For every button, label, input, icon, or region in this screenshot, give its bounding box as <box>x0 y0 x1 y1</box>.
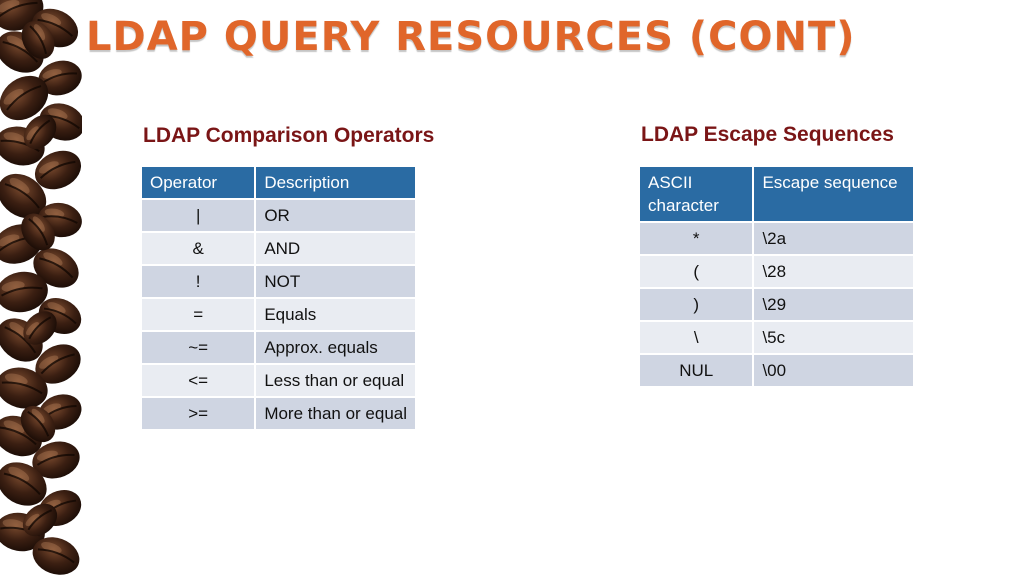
comparison-operators-heading: LDAP Comparison Operators <box>143 124 435 147</box>
table-row <box>141 232 416 265</box>
operator-cell: = <box>141 298 255 331</box>
escape-sequence-cell: \5c <box>753 321 914 354</box>
description-cell: AND <box>255 232 416 265</box>
ascii-character-cell: ( <box>639 255 753 288</box>
escape-sequence-cell: \29 <box>753 288 914 321</box>
table-row <box>639 288 914 321</box>
escape-sequence-cell: \28 <box>753 255 914 288</box>
operator-cell: ~= <box>141 331 255 364</box>
comparison-operators-table <box>140 165 417 431</box>
description-cell: Equals <box>255 298 416 331</box>
table-row <box>639 354 914 387</box>
coffee-beans-border <box>0 0 82 576</box>
operator-cell: >= <box>141 397 255 430</box>
table-row <box>141 331 416 364</box>
description-cell: More than or equal <box>255 397 416 430</box>
table-row <box>639 222 914 255</box>
escape-sequences-heading: LDAP Escape Sequences <box>641 123 894 146</box>
description-cell: Less than or equal <box>255 364 416 397</box>
table-row <box>141 397 416 430</box>
table-row <box>639 255 914 288</box>
ascii-character-cell: ) <box>639 288 753 321</box>
column-header-description: Description <box>255 166 416 199</box>
table-row <box>141 364 416 397</box>
table-row <box>639 321 914 354</box>
column-header-escape-sequence: Escape sequence <box>753 166 914 222</box>
column-header-ascii-character: ASCII character <box>639 166 753 222</box>
ascii-character-cell: NUL <box>639 354 753 387</box>
slide-title: LDAP QUERY RESOURCES (CONT) <box>86 14 856 60</box>
operator-cell: <= <box>141 364 255 397</box>
operator-cell: | <box>141 199 255 232</box>
description-cell: NOT <box>255 265 416 298</box>
table-row <box>141 265 416 298</box>
operator-cell: ! <box>141 265 255 298</box>
escape-sequence-cell: \2a <box>753 222 914 255</box>
description-cell: Approx. equals <box>255 331 416 364</box>
operator-cell: & <box>141 232 255 265</box>
escape-sequence-cell: \00 <box>753 354 914 387</box>
table-header-row <box>639 166 914 222</box>
ascii-character-cell: \ <box>639 321 753 354</box>
escape-sequences-table <box>638 165 915 388</box>
table-row <box>141 199 416 232</box>
table-row <box>141 298 416 331</box>
ascii-character-cell: * <box>639 222 753 255</box>
column-header-operator: Operator <box>141 166 255 199</box>
description-cell: OR <box>255 199 416 232</box>
table-header-row <box>141 166 416 199</box>
